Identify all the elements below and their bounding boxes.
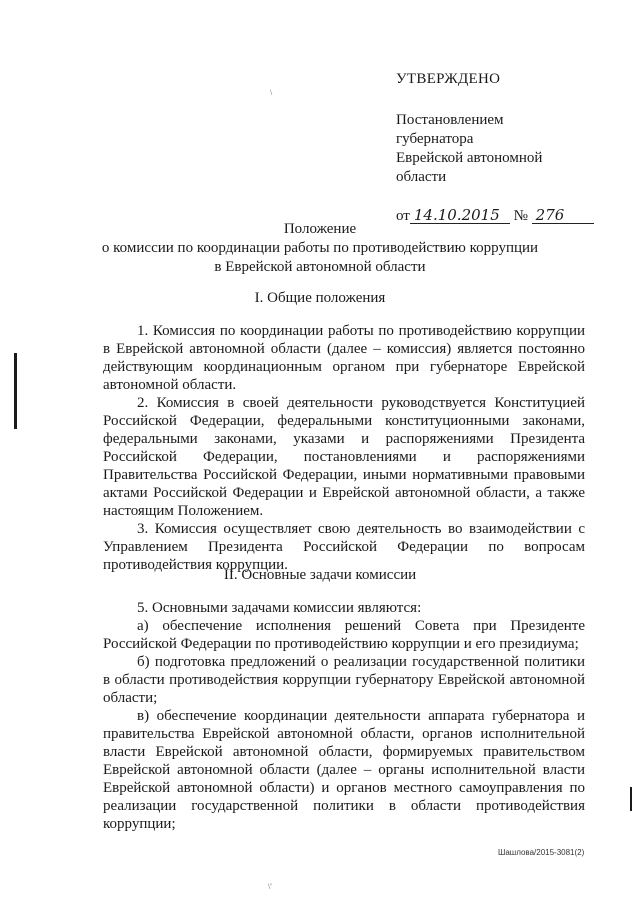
number-prefix: № [513, 208, 528, 224]
section-body [103, 322, 585, 574]
paragraph: 2. Комиссия в своей деятельности руководствуется Конституцией Российской Федерации, федеральными конституционными законами, федеральными законами, указами и распоряжениями Президента Российской Федерации, постановлениями и распоряжениями Правительства Российской Федерации, иными нормативными правовыми актами Российской Федерации и Еврейской автономной области, а также настоящим Положением. [103, 395, 585, 519]
section-body [103, 599, 585, 833]
handwritten-date: 14.10.2015 [410, 207, 510, 224]
date-prefix: от [396, 208, 410, 224]
approval-by-line: области [396, 169, 447, 185]
title-line: Положение [283, 221, 357, 237]
title-line: о комиссии по координации работы по противодействию коррупции [101, 240, 539, 256]
paragraph: в) обеспечение координации деятельности аппарата губернатора и правительства Еврейской автономной области, органов исполнительной власти Еврейской автономной области, формируемых правительством Еврейской автономной области (далее – органы исполнительной власти Еврейской автономной области) и органов местного самоуправления по реализации государственной политики в области противодействия коррупции; [103, 708, 585, 832]
scan-margin-mark [14, 353, 17, 429]
approval-by-line: Постановлением губернатора [396, 112, 504, 147]
document-reference-code: Шашлова/2015-3081(2) [498, 848, 585, 857]
paragraph: б) подготовка предложений о реализации государственной политики в области противодействия коррупции губернатору Еврейской автономной области; [103, 654, 585, 706]
scan-speck: \ [270, 88, 273, 97]
paragraph: 1. Комиссия по координации работы по противодействию коррупции в Еврейской автономной области (далее – комиссия) является постоянно действующим координационным органом при губернаторе Еврейской автономной области. [103, 323, 585, 393]
scan-speck: \' [268, 882, 272, 891]
approval-by-line: Еврейской автономной [396, 150, 543, 166]
approval-block [396, 70, 584, 226]
section-heading: I. Общие положения [254, 290, 386, 306]
handwritten-number: 276 [532, 207, 594, 224]
section-heading: II. Основные задачи комиссии [223, 567, 417, 583]
paragraph: 3. Комиссия осуществляет свою деятельность во взаимодействии с Управлением Президента Российской Федерации по вопросам противодействия коррупции. [103, 521, 585, 573]
title-line: в Еврейской автономной области [214, 259, 426, 275]
scan-margin-mark [630, 787, 632, 811]
document-title [100, 220, 540, 277]
approval-title: УТВЕРЖДЕНО [396, 71, 501, 87]
paragraph: 5. Основными задачами комиссии являются: [137, 600, 422, 616]
paragraph: а) обеспечение исполнения решений Совета при Президенте Российской Федерации по противодействию коррупции и его президиума; [103, 618, 585, 652]
